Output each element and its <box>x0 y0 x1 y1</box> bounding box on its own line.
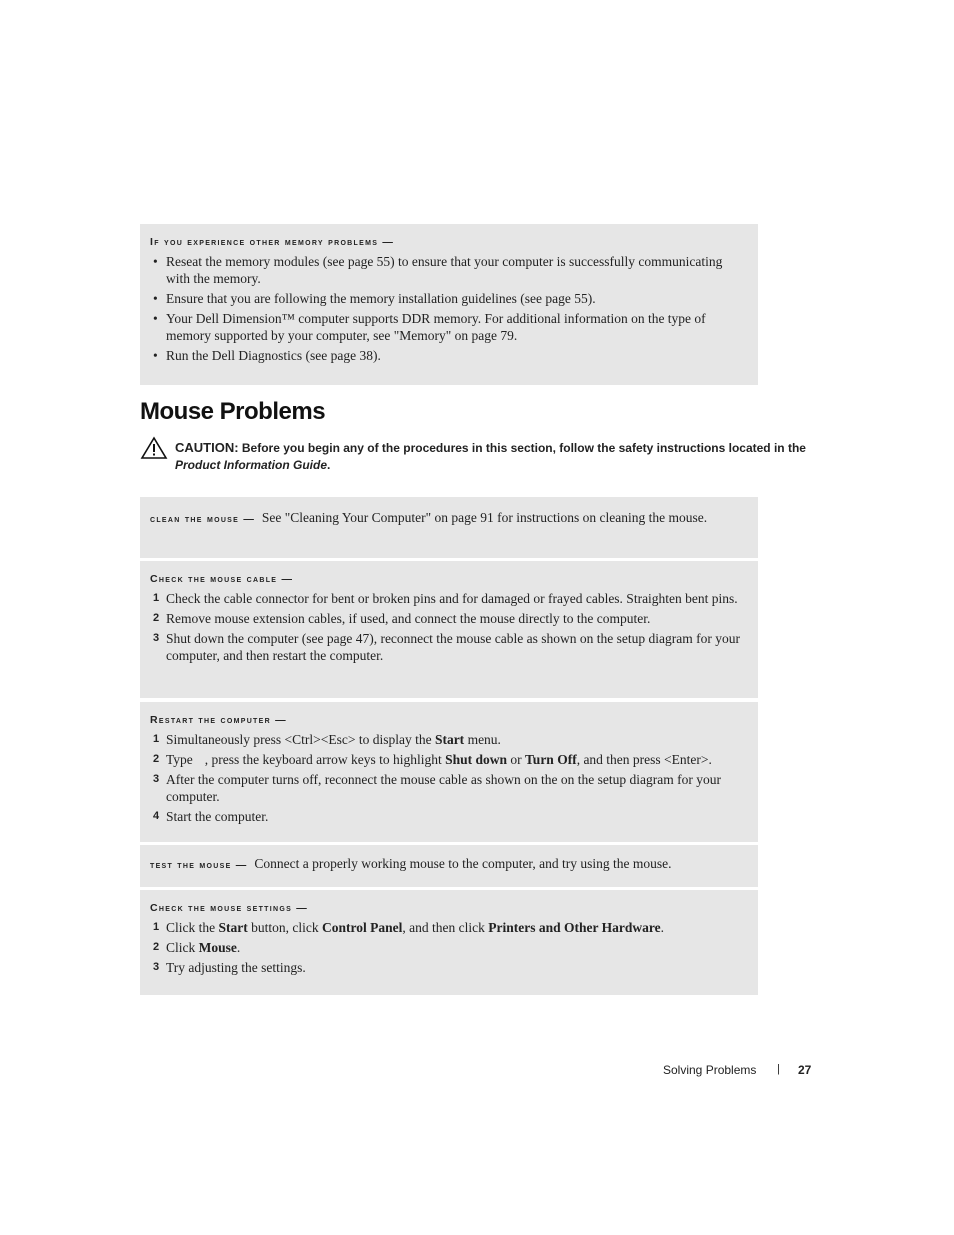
restart-computer-box <box>140 702 758 842</box>
mouse-settings-heading: Check the mouse settings — <box>150 902 309 914</box>
clean-mouse-text: See "Cleaning Your Computer" on page 91 for instructions on cleaning the mouse. <box>261 510 708 525</box>
caution-guide-title: Product Information Guide <box>175 458 327 472</box>
caution-label: CAUTION: <box>175 440 239 455</box>
check-cable-steps <box>150 590 746 664</box>
list-item: 3 Shut down the computer (see page 47), reconnect the mouse cable as shown on the setup diagram for your computer, and then restart the computer. <box>153 631 740 663</box>
footer-separator: | <box>777 1063 780 1075</box>
caution-icon <box>140 436 168 460</box>
mouse-settings-steps <box>150 919 746 976</box>
mouse-settings-box <box>140 890 758 995</box>
memory-problems-box <box>140 224 758 385</box>
clean-mouse-heading: clean the mouse — <box>150 513 256 525</box>
list-item: • Ensure that you are following the memory installation guidelines (see page 55). <box>153 291 596 306</box>
list-item: • Run the Dell Diagnostics (see page 38). <box>153 348 381 363</box>
footer-section-name: Solving Problems <box>663 1063 757 1077</box>
list-item: • Reseat the memory modules (see page 55) to ensure that your computer is successfully communicating with the memory. <box>153 254 723 286</box>
caution-text: Before you begin any of the procedures in this section, follow the safety instructions located in the <box>241 441 806 455</box>
list-item: 3 After the computer turns off, reconnect the mouse cable as shown on the on the setup diagram for your computer. <box>153 772 721 804</box>
restart-steps <box>150 731 746 825</box>
clean-mouse-box <box>140 497 758 558</box>
memory-bullet-list <box>150 253 746 364</box>
missing-key-glyph <box>193 751 205 768</box>
restart-heading: Restart the computer — <box>150 714 287 726</box>
memory-problems-heading: If you experience other memory problems — <box>150 236 395 248</box>
page-number: 27 <box>798 1063 812 1077</box>
list-item: 2 Type , press the keyboard arrow keys to highlight Shut down or Turn Off, and then press <Enter>. <box>153 752 712 767</box>
test-mouse-box <box>140 845 758 887</box>
list-item: • Your Dell Dimension™ computer supports DDR memory. For additional information on the type of memory supported by your computer, see "Memory" on page 79. <box>153 311 706 343</box>
check-cable-box <box>140 561 758 698</box>
list-item: 1 Click the Start button, click Control Panel, and then click Printers and Other Hardware. <box>153 920 664 935</box>
list-item: 1 Check the cable connector for bent or broken pins and for damaged or frayed cables. Straighten bent pins. <box>153 591 738 606</box>
list-item: 1 Simultaneously press <Ctrl><Esc> to display the Start menu. <box>153 732 501 747</box>
page-title: Mouse Problems <box>140 398 326 425</box>
list-item: 2 Click Mouse. <box>153 940 241 955</box>
check-cable-heading: Check the mouse cable — <box>150 573 294 585</box>
list-item: 3 Try adjusting the settings. <box>153 960 306 975</box>
list-item: 4 Start the computer. <box>153 809 269 824</box>
list-item: 2 Remove mouse extension cables, if used, and connect the mouse directly to the computer. <box>153 611 651 626</box>
test-mouse-text: Connect a properly working mouse to the computer, and try using the mouse. <box>254 856 672 871</box>
test-mouse-heading: test the mouse — <box>150 859 248 871</box>
